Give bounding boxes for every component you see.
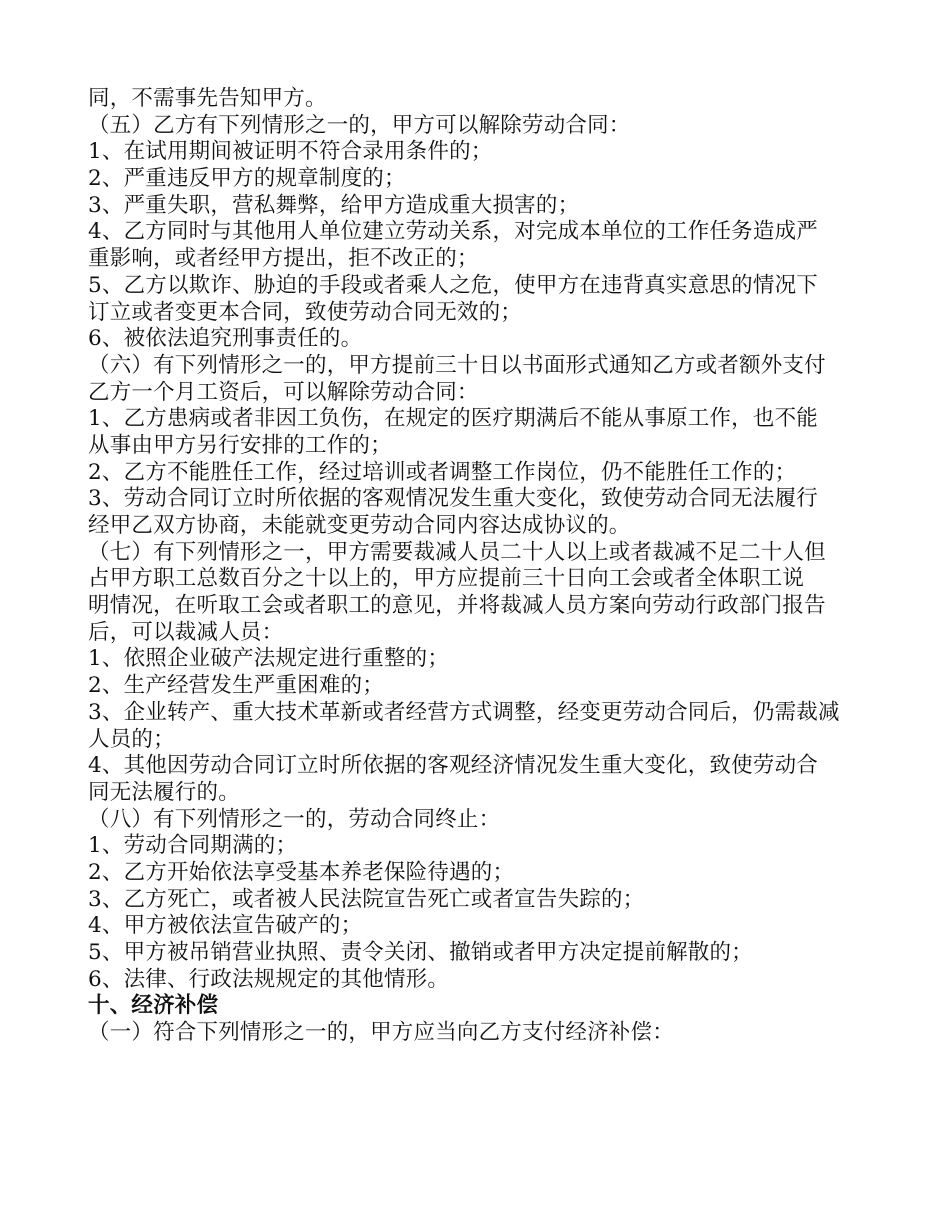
text-line: 1、在试用期间被证明不符合录用条件的；	[88, 139, 493, 165]
text-line: 4、其他因劳动合同订立时所依据的客观经济情况发生重大变化，致使劳动合	[88, 753, 818, 779]
text-line: 2、乙方不能胜任工作，经过培训或者调整工作岗位，仍不能胜任工作的；	[88, 459, 797, 485]
text-line: 5、乙方以欺诈、胁迫的手段或者乘人之危，使甲方在违背真实意思的情况下	[88, 272, 818, 298]
text-line: 重影响，或者经甲方提出，拒不改正的；	[88, 246, 479, 272]
document-page	[88, 86, 878, 1047]
text-line: 4、甲方被依法宣告破产的；	[88, 913, 363, 939]
text-line: 3、乙方死亡，或者被人民法院宣告死亡或者宣告失踪的；	[88, 886, 645, 912]
text-line: 3、企业转产、重大技术革新或者经营方式调整，经变更劳动合同后，仍需裁减	[88, 699, 840, 725]
text-line: 5、甲方被吊销营业执照、责令关闭、撤销或者甲方决定提前解散的；	[88, 940, 753, 965]
text-line: 6、法律、行政法规规定的其他情形。	[88, 966, 450, 992]
text-line: 同，不需事先告知甲方。	[88, 86, 327, 111]
text-line: 订立或者变更本合同，致使劳动合同无效的；	[88, 299, 523, 325]
text-line: 从事由甲方另行安排的工作的；	[88, 432, 392, 458]
text-line: 4、乙方同时与其他用人单位建立劳动关系，对完成本单位的工作任务造成严	[88, 219, 818, 245]
text-line: 人员的；	[88, 726, 175, 752]
clause-7-title: （七）有下列情形之一，甲方需要裁减人员二十人以上或者裁减不足二十人但	[88, 539, 826, 565]
text-line: 乙方一个月工资后，可以解除劳动合同：	[88, 379, 479, 405]
text-line: 明情况，在听取工会或者职工的意见，并将裁减人员方案向劳动行政部门报告	[88, 593, 826, 619]
text-line: 占甲方职工总数百分之十以上的，甲方应提前三十日向工会或者全体职工说	[88, 566, 805, 592]
section-heading: 十、经济补偿	[88, 993, 219, 1019]
text-line: 后，可以裁减人员：	[88, 619, 284, 645]
text-line: 同无法履行的。	[88, 779, 240, 805]
text-line: 1、依照企业破产法规定进行重整的；	[88, 646, 450, 672]
text-line: 经甲乙双方协商，未能就变更劳动合同内容达成协议的。	[88, 513, 631, 538]
text-line: 2、严重违反甲方的规章制度的；	[88, 166, 406, 192]
clause-6-title: （六）有下列情形之一的，甲方提前三十日以书面形式通知乙方或者额外支付	[88, 352, 826, 378]
clause-5-title: （五）乙方有下列情形之一的，甲方可以解除劳动合同：	[88, 112, 631, 138]
text-line: 3、严重失职，营私舞弊，给甲方造成重大损害的；	[88, 192, 580, 218]
text-line: （一）符合下列情形之一的，甲方应当向乙方支付经济补偿：	[88, 1020, 674, 1046]
text-line: 6、被依法追究刑事责任的。	[88, 326, 363, 352]
text-line: 2、生产经营发生严重困难的；	[88, 673, 384, 699]
text-line: 1、劳动合同期满的；	[88, 833, 298, 859]
text-line: 2、乙方开始依法享受基本养老保险待遇的；	[88, 859, 515, 885]
clause-8-title: （八）有下列情形之一的，劳动合同终止：	[88, 806, 501, 832]
text-line: 3、劳动合同订立时所依据的客观情况发生重大变化，致使劳动合同无法履行	[88, 486, 818, 512]
text-line: 1、乙方患病或者非因工负伤，在规定的医疗期满后不能从事原工作，也不能	[88, 406, 818, 432]
